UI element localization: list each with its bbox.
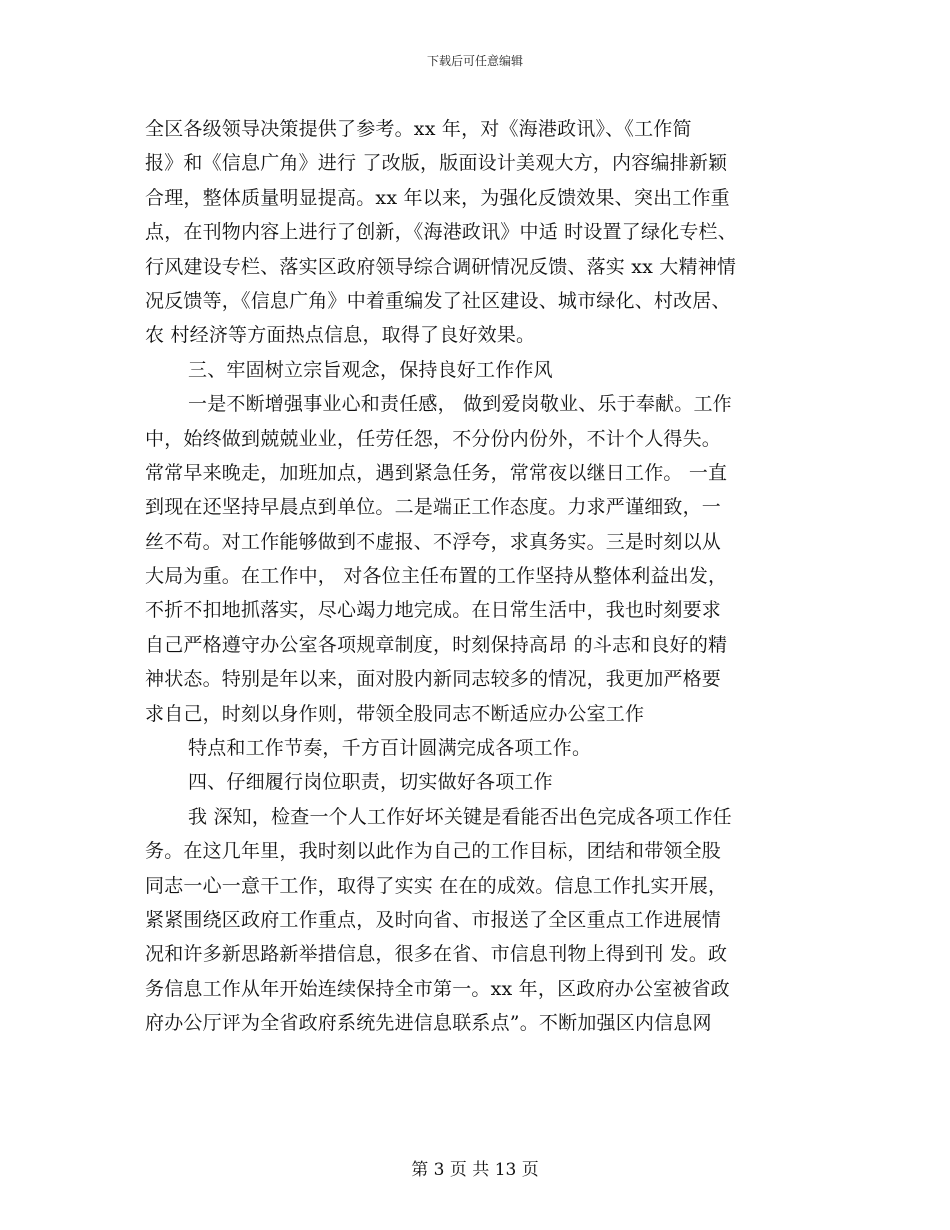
text-line: 神状态。特别是年以来，面对股内新同志较多的情况，我更加严格要 <box>145 668 722 691</box>
text-line: 常常早来晚走，加班加点，遇到紧急任务，常常夜以继日工作。 一直 <box>145 461 728 484</box>
text-line: 报》和《信息广角》进行 了改版，版面设计美观大方，内容编排新颖 <box>145 152 728 175</box>
text-line: 点，在刊物内容上进行了创新，《海港政讯》中适 时设置了绿化专栏、 <box>145 221 737 244</box>
text-line: 府办公厅评为全省政府系统先进信息联系点”。不断加强区内信息网 <box>145 1012 712 1035</box>
text-line: 中，始终做到兢兢业业，任劳任怨，不分份内份外，不计个人得失。 <box>145 427 722 450</box>
text-line: 全区各级领导决策提供了参考。xx 年，对《海港政讯》、《工作简 <box>145 118 692 140</box>
text-line: 同志一心一意干工作，取得了实实 在在的成效。信息工作扎实开展， <box>145 874 728 897</box>
text-line: 合理，整体质量明显提高。xx 年以来，为强化反馈效果、突出工作重 <box>145 186 730 209</box>
text-line: 紧紧围绕区政府工作重点，及时向省、市报送了全区重点工作进展情 <box>145 908 722 931</box>
document-body <box>145 112 845 1041</box>
page-header-note: 下载后可任意编辑 <box>426 54 523 68</box>
text-line: 况和许多新思路新举措信息，很多在省、市信息刊物上得到刊 发。政 <box>145 943 728 966</box>
text-line: 特点和工作节奏，千方百计圆满完成各项工作。 <box>188 737 592 760</box>
text-line: 农 村经济等方面热点信息，取得了良好效果。 <box>145 324 536 347</box>
text-line: 求自己，时刻以身作则，带领全股同志不断适应办公室工作 <box>145 702 645 725</box>
text-line: 行风建设专栏、落实区政府领导综合调研情况反馈、落实 xx 大精神情 <box>145 255 737 278</box>
text-line: 况反馈等，《信息广角》中着重编发了社区建设、城市绿化、村改居、 <box>145 289 731 312</box>
text-line: 自己严格遵守办公室各项规章制度，时刻保持高昂 的斗志和良好的精 <box>145 633 728 656</box>
text-line: 一是不断增强事业心和责任感， 做到爱岗敬业、乐于奉献。工作 <box>188 393 732 416</box>
text-line: 务信息工作从年开始连续保持全市第一。xx 年，区政府办公室被省政 <box>145 977 730 1000</box>
section-heading: 三、牢固树立宗旨观念，保持良好工作作风 <box>188 358 553 381</box>
text-line: 到现在还坚持早晨点到单位。二是端正工作态度。力求严谨细致，一 <box>145 496 722 519</box>
text-line: 我 深知，检查一个人工作好坏关键是看能否出色完成各项工作任 <box>188 805 732 828</box>
text-line: 丝不苟。对工作能够做到不虚报、不浮夸，求真务实。三是时刻以从 <box>145 530 722 553</box>
text-line: 不折不扣地抓落实，尽心竭力地完成。在日常生活中，我也时刻要求 <box>145 599 722 622</box>
section-heading: 四、仔细履行岗位职责，切实做好各项工作 <box>188 771 553 794</box>
page-number: 第 3 页 共 13 页 <box>411 1160 539 1180</box>
text-line: 务。在这几年里，我时刻以此作为自己的工作目标，团结和带领全股 <box>145 840 722 863</box>
text-line: 大局为重。在工作中， 对各位主任布置的工作坚持从整体利益出发， <box>145 565 728 588</box>
